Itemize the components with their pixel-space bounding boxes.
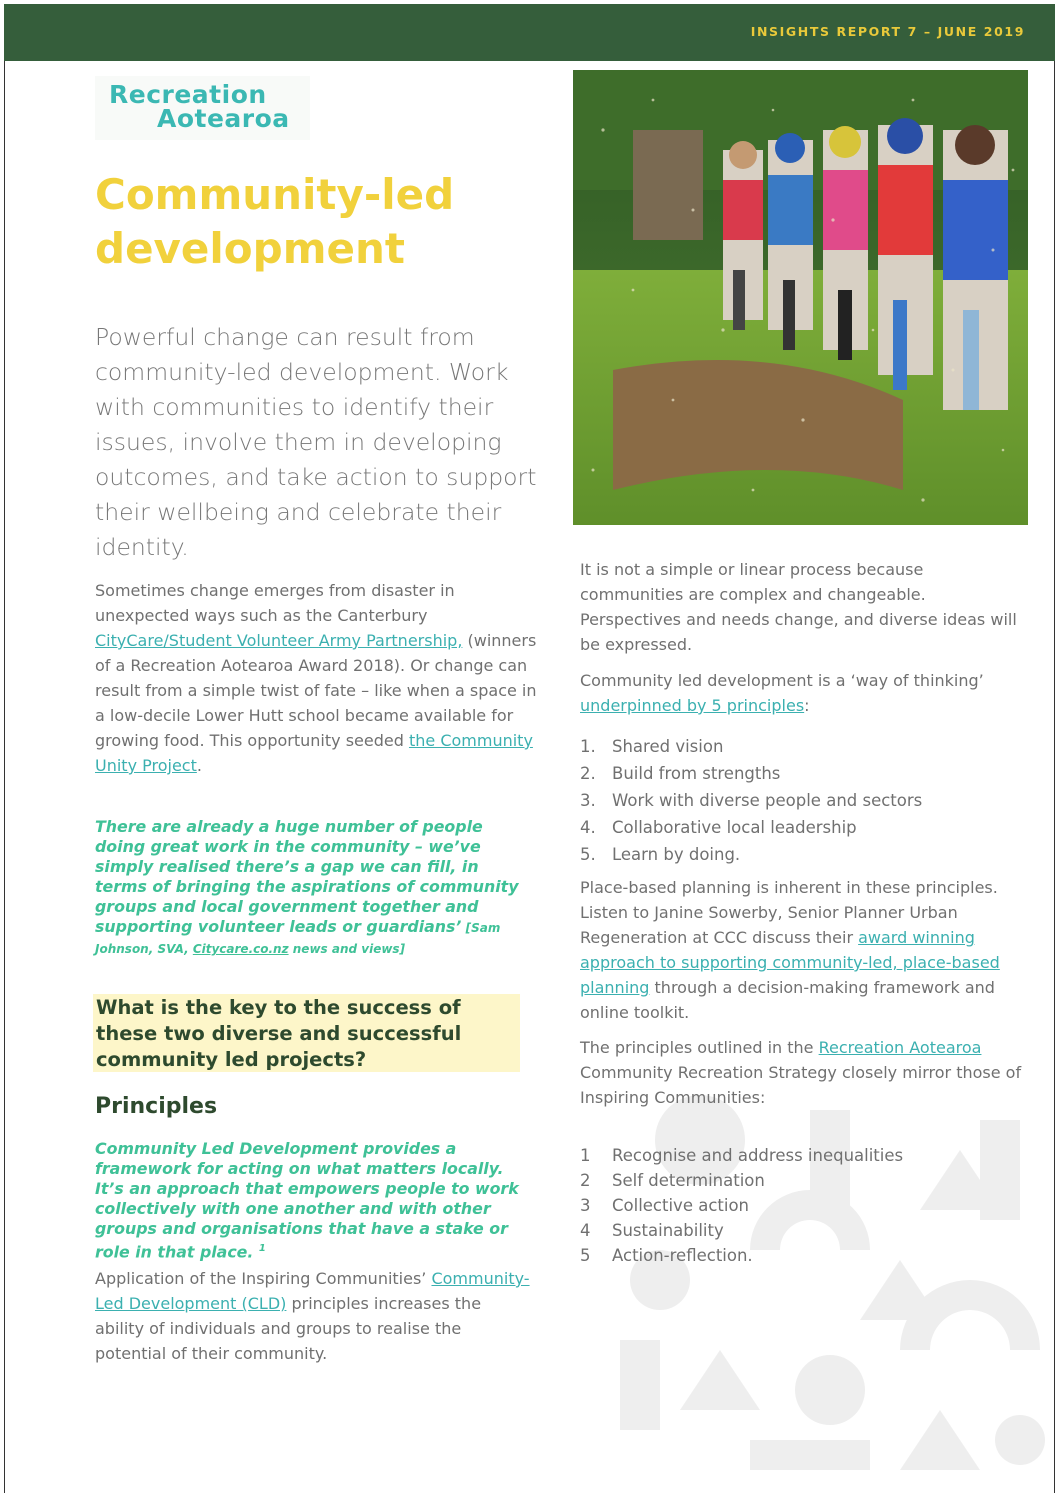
cld-quote <box>95 1139 525 1262</box>
intro-text-b: (winners of a Recreation Aotearoa Award 2018). Or change can result from a simple twist of fate – like when a space in a low-decile Lower Hutt school became available for growing food. This opportunity seeded <box>95 631 537 750</box>
title-line-2: development <box>95 224 405 273</box>
app-text-b: principles increases the ability of individuals and groups to realise the potential of their community. <box>95 1294 482 1363</box>
list-item <box>580 814 922 841</box>
list-item <box>580 1218 903 1243</box>
list-number: 2 <box>580 1171 591 1190</box>
list-item <box>580 1143 903 1168</box>
header-label: INSIGHTS REPORT 7 – JUNE 2019 <box>750 24 1025 39</box>
list-number: 5. <box>580 845 596 864</box>
list-number: 4. <box>580 818 596 837</box>
list-text: Learn by doing. <box>612 845 741 864</box>
sva-quote-text: There are already a huge number of people doing great work in the community – we’ve simply realised there’s a gap we can fill, in terms of bringing the aspirations of community groups and local government together and supporting volunteer leads or guardians’ <box>95 817 519 936</box>
list-item <box>580 787 922 814</box>
right-para-4-a: The principles outlined in the <box>580 1038 819 1057</box>
list-item <box>580 733 922 760</box>
lead-paragraph: Powerful change can result from community-led development. Work with communities to identify their issues, involve them in developing outcomes, and take action to support their wellbeing and celebrate their identity. <box>95 323 537 561</box>
recreation-aotearoa-link[interactable]: Recreation Aotearoa <box>818 1038 982 1057</box>
list-item <box>580 760 922 787</box>
application-paragraph <box>95 1266 535 1366</box>
sva-quote <box>95 817 520 959</box>
list-item <box>580 1168 903 1193</box>
right-para-2-b: : <box>804 696 810 715</box>
list-text: Collective action <box>612 1196 750 1215</box>
cite-text-a: [Sam Johnson, SVA, <box>95 921 501 956</box>
right-para-3-a: Place-based planning is inherent in these principles. Listen to Janine Sowerby, Senior Planner Urban Regeneration at CCC discuss their <box>580 878 998 947</box>
right-para-2 <box>580 668 1030 718</box>
list-text: Self determination <box>612 1171 765 1190</box>
community-unity-link[interactable]: the Community Unity Project <box>95 731 533 775</box>
list-number: 4 <box>580 1221 591 1240</box>
right-para-4 <box>580 1035 1035 1110</box>
list-item <box>580 1243 903 1268</box>
list-number: 1 <box>580 1146 591 1165</box>
list-number: 3 <box>580 1196 591 1215</box>
footnote-marker: 1 <box>258 1243 266 1254</box>
list-text: Shared vision <box>612 737 724 756</box>
list-text: Collaborative local leadership <box>612 818 857 837</box>
list-item <box>580 841 922 868</box>
list-item <box>580 1193 903 1218</box>
list-text: Sustainability <box>612 1221 724 1240</box>
list-text: Action-reflection. <box>612 1246 753 1265</box>
list-number: 5 <box>580 1246 591 1265</box>
list-text: Work with diverse people and sectors <box>612 791 923 810</box>
list-number: 2. <box>580 764 596 783</box>
photo-illustration <box>573 70 1028 525</box>
right-para-1: It is not a simple or linear process because communities are complex and changeable. Perspectives and needs change, and diverse ideas will be expressed. <box>580 560 1017 654</box>
cite-text-b: news and views] <box>288 942 406 956</box>
header-bar <box>4 4 1055 61</box>
award-winning-approach-link[interactable]: award winning approach to supporting community-led, place-based planning <box>580 928 1000 997</box>
logo-line-2: Aotearoa <box>157 104 290 133</box>
logo-line-1: Recreation <box>109 80 267 109</box>
cld-link[interactable]: Community-Led Development (CLD) <box>95 1269 530 1313</box>
page-title <box>95 168 565 276</box>
list-text: Recognise and address inequalities <box>612 1146 904 1165</box>
principles-heading: Principles <box>95 1094 218 1119</box>
right-para-3 <box>580 875 1035 1025</box>
list-number: 3. <box>580 791 596 810</box>
right-para-2-a: Community led development is a ‘way of thinking’ <box>580 671 984 690</box>
list-text: Build from strengths <box>612 764 781 783</box>
cld-quote-text: Community Led Development provides a framework for acting on what matters locally. It’s an approach that empowers people to work collectively with one another and with other groups and organisations that have a stake or role in that place. <box>95 1139 519 1262</box>
recreation-aotearoa-logo <box>95 76 310 140</box>
intro-paragraph <box>95 578 545 778</box>
citycare-sva-link[interactable]: CityCare/Student Volunteer Army Partnership, <box>95 631 463 650</box>
intro-text-c: . <box>196 756 202 775</box>
cld-principles-list <box>580 733 922 868</box>
app-text-a: Application of the Inspiring Communities’ <box>95 1269 432 1288</box>
highlight-question: What is the key to the success of these two diverse and successful community led projects? <box>96 996 462 1071</box>
right-para-4-b: Community Recreation Strategy closely mirror those of Inspiring Communities: <box>580 1063 1022 1107</box>
children-planting-photo <box>573 70 1028 525</box>
list-number: 1. <box>580 737 596 756</box>
intro-text-a: Sometimes change emerges from disaster in unexpected ways such as the Canterbury <box>95 581 455 625</box>
title-line-1: Community-led <box>95 170 455 219</box>
citycare-news-link[interactable]: Citycare.co.nz <box>192 942 289 956</box>
five-principles-link[interactable]: underpinned by 5 principles <box>580 696 805 715</box>
right-para-3-b: through a decision-making framework and online toolkit. <box>580 978 995 1022</box>
strategy-principles-list <box>580 1143 903 1268</box>
